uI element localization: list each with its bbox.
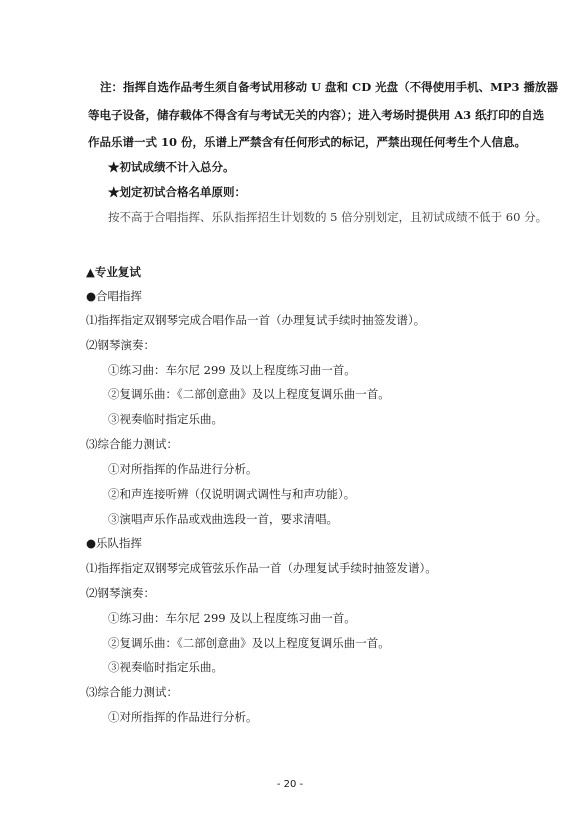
note-line-3: 作品乐谱一式 10 份，乐谱上严禁含有任何形式的标记，严禁出现任何考生个人信息。: [88, 135, 527, 149]
choral-item-2-3: ③视奏临时指定乐曲。: [108, 412, 223, 426]
page-number: - 20 -: [276, 779, 304, 790]
choral-item-3-3: ③演唱声乐作品或戏曲选段一首，要求清唱。: [108, 512, 338, 526]
star-note-principle-heading: ★划定初试合格名单原则：: [108, 185, 246, 199]
orchestra-item-1: ⑴指挥指定双钢琴完成管弦乐作品一首（办理复试手续时抽签发谱）。: [86, 561, 437, 575]
section-title-retest: ▲专业复试: [86, 265, 141, 279]
heading-orchestra-conducting: ●乐队指挥: [86, 536, 143, 550]
heading-choral-conducting: ●合唱指挥: [86, 289, 143, 303]
choral-item-3: ⑶综合能力测试：: [86, 437, 178, 451]
choral-item-3-2: ②和声连接听辨（仅说明调式调性与和声功能）。: [108, 487, 356, 501]
orchestra-item-2: ⑵钢琴演奏：: [86, 586, 155, 600]
choral-item-2-1: ①练习曲：车尔尼 299 及以上程度练习曲一首。: [108, 363, 356, 377]
orchestra-item-3-1: ①对所指挥的作品进行分析。: [108, 710, 258, 724]
choral-item-2-2: ②复调乐曲：《二部创意曲》及以上程度复调乐曲一首。: [108, 387, 390, 401]
orchestra-item-2-3: ③视奏临时指定乐曲。: [108, 660, 223, 674]
choral-item-1: ⑴指挥指定双钢琴完成合唱作品一首（办理复试手续时抽签发谱）。: [86, 313, 426, 327]
orchestra-item-3: ⑶综合能力测试：: [86, 685, 178, 699]
note-line-1: 注：指挥自选作品考生须自备考试用移动 U 盘和 CD 光盘（不得使用手机、MP3 播放器: [100, 80, 559, 94]
star-note-score: ★初试成绩不计入总分。: [108, 160, 235, 174]
orchestra-item-2-2: ②复调乐曲：《二部创意曲》及以上程度复调乐曲一首。: [108, 636, 390, 650]
orchestra-item-2-1: ①练习曲：车尔尼 299 及以上程度练习曲一首。: [108, 611, 356, 625]
principle-text: 按不高于合唱指挥、乐队指挥招生计划数的 5 倍分别划定，且初试成绩不低于 60 分。: [108, 210, 548, 224]
note-line-2: 等电子设备，储存载体不得含有与考试无关的内容）；进入考场时提供用 A3 纸打印的自选: [88, 108, 545, 122]
choral-item-3-1: ①对所指挥的作品进行分析。: [108, 462, 258, 476]
choral-item-2: ⑵钢琴演奏：: [86, 338, 155, 352]
